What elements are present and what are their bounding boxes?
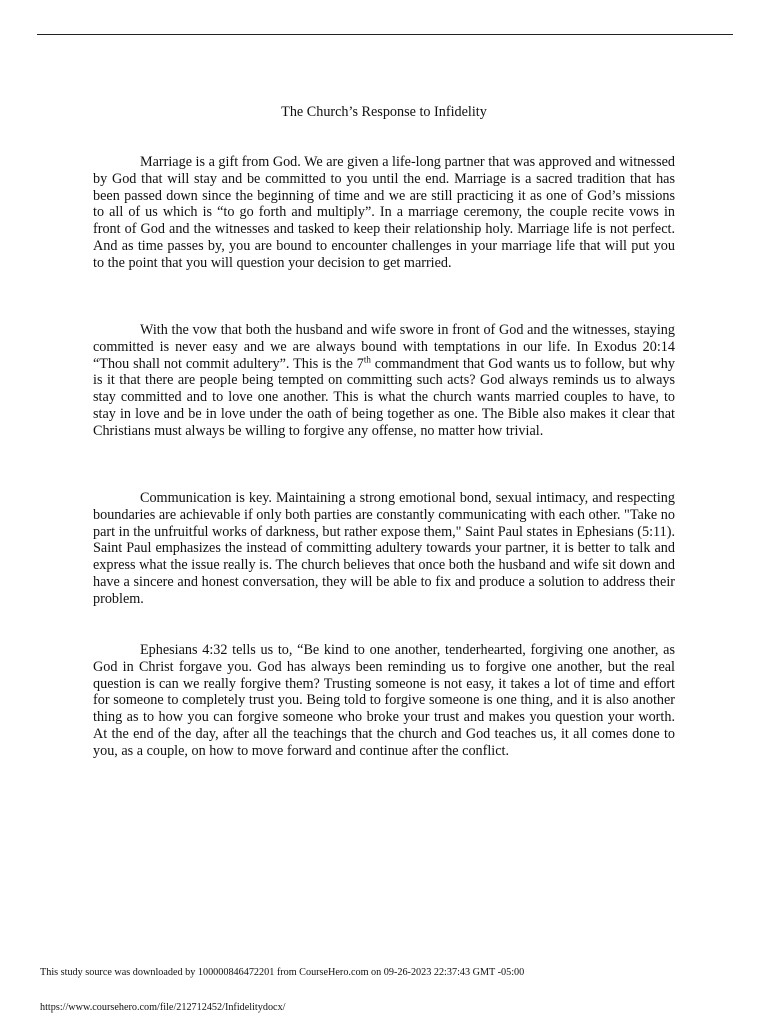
download-notice: This study source was downloaded by 100000846472201 from CourseHero.com on 09-26-2023 22:37:43 GMT -05:00 — [40, 967, 525, 978]
paragraph-2-text-end: commandment that God wants us to follow, but why is it that there are people being tempted on committing such acts? God always reminds us to always stay committed and to love one another. This is what the church wants married couples to have, to stay in love and be in love under the oath of being together as one. The Bible also makes it clear that Christians must always be willing to forgive any offense, no matter how trivial. — [93, 355, 675, 439]
paragraph-1 — [93, 154, 675, 272]
paragraph-1-text: Marriage is a gift from God. We are given a life-long partner that was approved and witnessed by God that will stay and be committed to you until the end. Marriage is a sacred tradition that has been passed down since the beginning of time and we are still practicing it as one of God’s missions to all of us which is “to go forth and multiply”. In a marriage ceremony, the couple recite vows in front of God and the witnesses and tasked to keep their relationship holy. Marriage life is not perfect. And as time passes by, you are bound to encounter challenges in your marriage life that will put you to the point that you will question your decision to get married. — [93, 154, 675, 271]
paragraph-2-text-start: With the vow that both the husband and wife swore in front of God and the witnesses, staying committed is never easy and we are always bound with temptations in our life. In Exodus 20:14 “Thou shall not commit adultery”. This is the 7 — [93, 322, 675, 372]
paragraph-3-text: Communication is key. Maintaining a strong emotional bond, sexual intimacy, and respecting boundaries are achievable if only both parties are constantly communicating with each other. "Take no part in the unfruitful works of darkness, but rather expose them," Saint Paul states in Ephesians (5:11). Saint Paul emphasizes the instead of committing adultery towards your partner, it is better to talk and express what the issue really is. The church believes that once both the husband and wife sit down and have a sincere and honest conversation, they will be able to fix and produce a solution to address their problem. — [93, 490, 675, 607]
paragraph-2-text — [93, 322, 675, 440]
paragraph-4 — [93, 642, 675, 760]
paragraph-3 — [93, 490, 675, 608]
source-url[interactable]: https://www.coursehero.com/file/212712452/Infidelitydocx/ — [40, 1002, 286, 1013]
ordinal-superscript: th — [363, 353, 371, 364]
paragraph-4-text: Ephesians 4:32 tells us to, “Be kind to one another, tenderhearted, forgiving one another, as God in Christ forgave you. God has always been reminding us to forgive one another, but the real question is can we really forgive them? Trusting someone is not easy, it takes a lot of time and effort for someone to completely trust you. Being told to forgive someone is one thing, and it is also another thing as to how you can forgive someone who broke your trust and makes you question your worth. At the end of the day, after all the teachings that the church and God teaches us, it all comes done to you, as a couple, on how to move forward and continue after the conflict. — [93, 642, 675, 759]
paragraph-2 — [93, 322, 675, 440]
header-rule — [37, 34, 733, 35]
document-title: The Church’s Response to Infidelity — [281, 104, 487, 120]
